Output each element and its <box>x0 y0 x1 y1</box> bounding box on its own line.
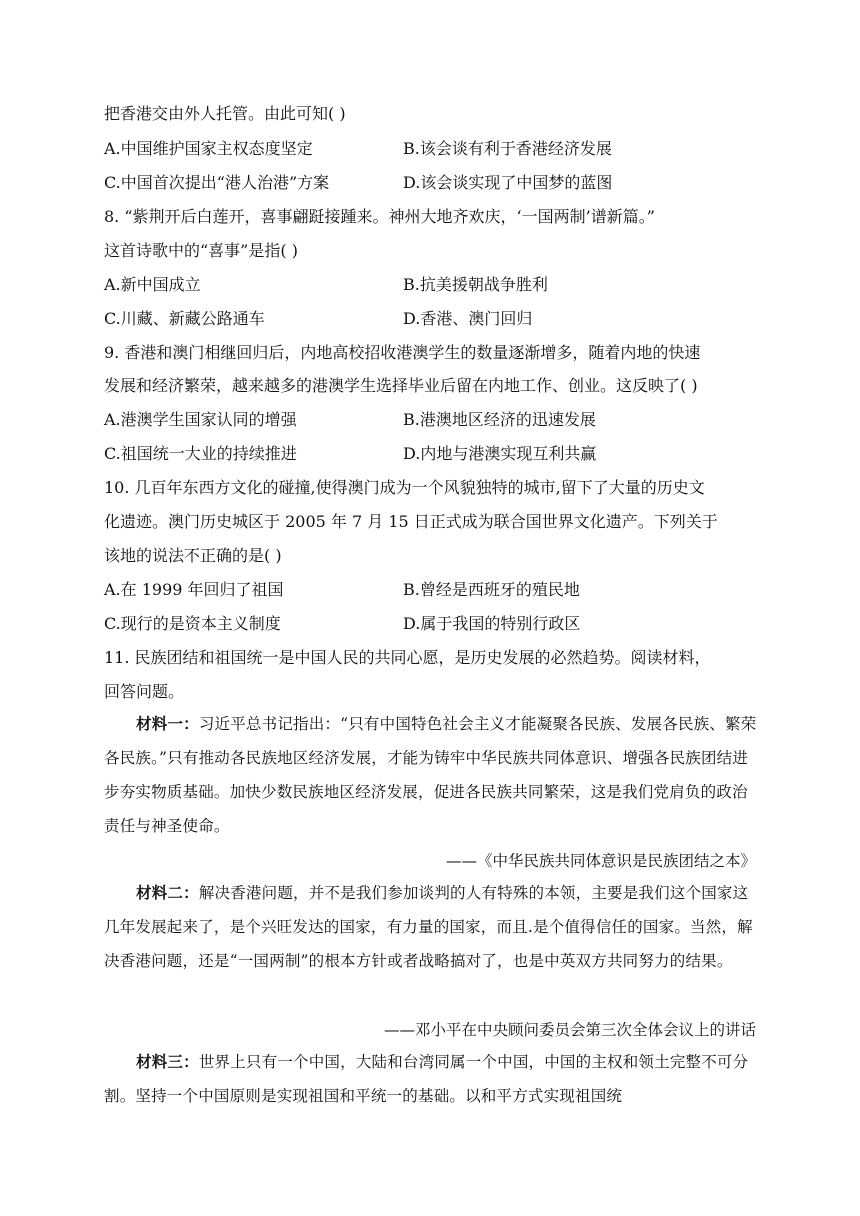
q7-option-b: B.该会谈有利于香港经济发展 <box>403 139 612 158</box>
material-one <box>104 707 760 843</box>
material-one-text: 习近平总书记指出：“只有中国特色社会主义才能凝聚各民族、发展各民族、繁荣各民族。”只有推动各民族地区经济发展，才能为铸牢中华民族共同体意识、增强各民族团结进步夯实物质基础。加快少数民族地区经济发展，促进各民族共同繁荣，这是我们党肩负的政治责任与神圣使命。 <box>104 715 757 835</box>
q9-option-c: C.祖国统一大业的持续推进 <box>104 444 297 463</box>
q9-stem-line1: 9. 香港和澳门相继回归后，内地高校招收港澳学生的数量逐渐增多，随着内地的快速 <box>104 343 701 362</box>
material-two <box>104 876 760 978</box>
q11-stem-line1: 11. 民族团结和祖国统一是中国人民的共同心愿，是历史发展的必然趋势。阅读材料， <box>104 648 711 667</box>
q10-stem-line3: 该地的说法不正确的是( ) <box>104 546 282 565</box>
material-two-source: ——邓小平在中央顾问委员会第三次全体会议上的讲话 <box>383 1021 756 1039</box>
q10-stem-line2: 化遗迹。澳门历史城区于 2005 年 7 月 15 日正式成为联合国世界文化遗产。下列关于 <box>104 512 718 531</box>
q7-stem-tail: 把香港交由外人托管。由此可知( ) <box>104 104 346 123</box>
q8-stem-line1: 8. “紫荆开后白莲开，喜事翩跹接踵来。神州大地齐欢庆，‘一国两制’谱新篇。” <box>104 207 655 226</box>
q7-option-d: D.该会谈实现了中国梦的蓝图 <box>403 173 613 192</box>
material-two-label: 材料二： <box>136 883 199 902</box>
q10-option-c: C.现行的是资本主义制度 <box>104 614 281 633</box>
q10-option-b: B.曾经是西班牙的殖民地 <box>403 580 580 599</box>
q11-stem-line2: 回答问题。 <box>104 682 185 701</box>
q8-option-a: A.新中国成立 <box>104 275 201 294</box>
q9-stem-line2: 发展和经济繁荣，越来越多的港澳学生选择毕业后留在内地工作、创业。这反映了( ) <box>104 376 698 395</box>
q7-option-a: A.中国维护国家主权态度坚定 <box>104 139 313 158</box>
q9-option-d: D.内地与港澳实现互利共赢 <box>403 444 597 463</box>
q8-option-b: B.抗美援朝战争胜利 <box>403 275 548 294</box>
q9-option-a: A.港澳学生国家认同的增强 <box>104 410 297 429</box>
material-one-label: 材料一： <box>136 714 199 733</box>
q10-stem-line1: 10. 几百年东西方文化的碰撞,使得澳门成为一个风貌独特的城市,留下了大量的历史文 <box>104 478 705 497</box>
material-three <box>104 1045 760 1113</box>
q10-option-d: D.属于我国的特别行政区 <box>403 614 581 633</box>
q8-stem-line2: 这首诗歌中的“喜事”是指( ) <box>104 241 298 260</box>
q8-option-d: D.香港、澳门回归 <box>403 309 533 328</box>
material-three-text: 世界上只有一个中国，大陆和台湾同属一个中国，中国的主权和领土完整不可分割。坚持一个中国原则是实现祖国和平统一的基础。以和平方式实现祖国统 <box>104 1053 749 1105</box>
material-three-label: 材料三： <box>136 1052 199 1071</box>
material-one-source: ——《中华民族共同体意识是民族团结之本》 <box>445 852 756 870</box>
q8-option-c: C.川藏、新藏公路通车 <box>104 309 265 328</box>
q10-option-a: A.在 1999 年回归了祖国 <box>104 580 284 599</box>
q7-option-c: C.中国首次提出“港人治港”方案 <box>104 173 330 192</box>
q9-option-b: B.港澳地区经济的迅速发展 <box>403 410 596 429</box>
material-two-text: 解决香港问题，并不是我们参加谈判的人有特殊的本领，主要是我们这个国家这几年发展起来了，是个兴旺发达的国家，有力量的国家，而且.是个值得信任的国家。当然，解决香港问题，还是“一国两制”的根本方针或者战略搞对了，也是中英双方共同努力的结果。 <box>104 884 753 970</box>
